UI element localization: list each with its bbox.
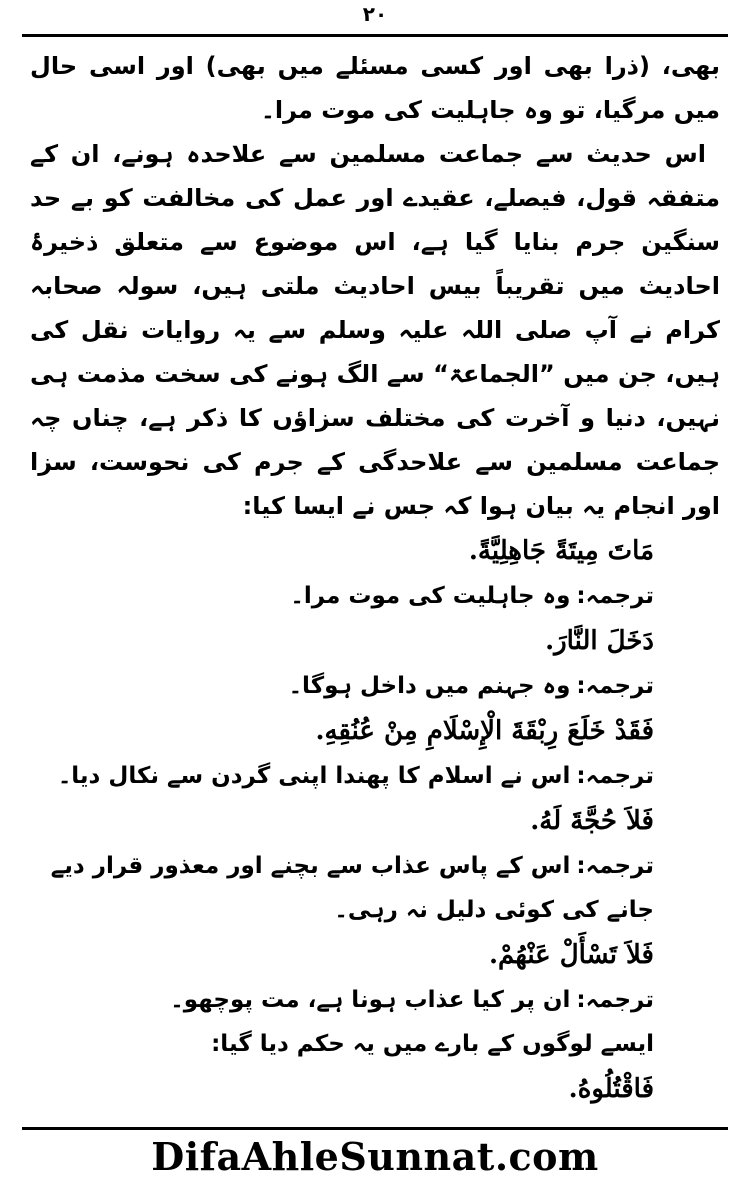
translation-text: ان پر کیا عذاب ہونا ہے، مت پوچھو۔ <box>170 987 571 1013</box>
arabic-quote-2: دَخَلَ النَّارَ. <box>545 626 654 656</box>
closing-line: ایسے لوگوں کے بارے میں یہ حکم دیا گیا: <box>211 1031 654 1057</box>
translation-text: وہ جہنم میں داخل ہوگا۔ <box>288 673 571 699</box>
page-number: ۲۰ <box>362 2 388 26</box>
translation-label: ترجمہ: <box>576 673 654 699</box>
paragraph-1: بھی، (ذرا بھی اور کسی مسئلے میں بھی) اور اسی حال میں مرگیا، تو وہ جاہلیت کی موت مرا۔ <box>30 52 720 124</box>
arabic-quote-1: مَاتَ مِيتَةً جَاهِلِيَّةً. <box>468 536 654 566</box>
closing-arabic-quote: فَاقْتُلُوهُ. <box>568 1074 654 1104</box>
translation-text: وہ جاہلیت کی موت مرا۔ <box>290 583 571 609</box>
page-body <box>30 44 720 1119</box>
translation-3 <box>30 754 720 798</box>
translation-1 <box>30 574 720 618</box>
translation-text: اس نے اسلام کا پھندا اپنی گردن سے نکال دیا۔ <box>57 763 571 789</box>
translation-2 <box>30 664 720 708</box>
paragraph-2: اس حدیث سے جماعت مسلمین سے علاحدہ ہونے، ان کے متفقہ قول، فیصلے، عقیدے اور عمل کی مخالفت کو بے حد سنگین جرم بنایا گیا ہے، اس موضوع سے متعلق ذخیرۂ احادیث میں تقریباً بیس احادیث ملتی ہیں، سولہ صحابہ کرام نے آپ صلی اللہ علیہ وسلم سے یہ روایات نقل کی ہیں، جن میں ”الجماعۃ“ سے الگ ہونے کی سخت مذمت ہی نہیں، دنیا و آخرت کی مختلف سزاؤں کا ذکر ہے، چناں چہ جماعت مسلمین سے علاحدگی کے جرم کی نحوست، سزا اور انجام یہ بیان ہوا کہ جس نے ایسا کیا: <box>30 140 720 520</box>
arabic-quote-3: فَقَدْ خَلَعَ رِبْقَةَ الْإِسْلَامِ مِنْ عُنُقِهِ. <box>315 716 654 746</box>
watermark-website: DifaAhleSunnat.com <box>151 1134 599 1179</box>
translation-4 <box>30 844 720 932</box>
translation-label: ترجمہ: <box>576 763 654 789</box>
arabic-quote-4: فَلاَ حُجَّةَ لَهُ. <box>530 806 654 836</box>
translation-text: اس کے پاس عذاب سے بچنے اور معذور قرار دیے جانے کی کوئی دلیل نہ رہی۔ <box>50 853 654 923</box>
translation-label: ترجمہ: <box>576 853 654 879</box>
translation-5 <box>30 978 720 1022</box>
arabic-quote-5: فَلاَ تَسْأَلْ عَنْهُمْ. <box>489 940 654 970</box>
bottom-rule <box>22 1127 728 1130</box>
top-rule <box>22 34 728 37</box>
translation-label: ترجمہ: <box>576 583 654 609</box>
translation-label: ترجمہ: <box>576 987 654 1013</box>
